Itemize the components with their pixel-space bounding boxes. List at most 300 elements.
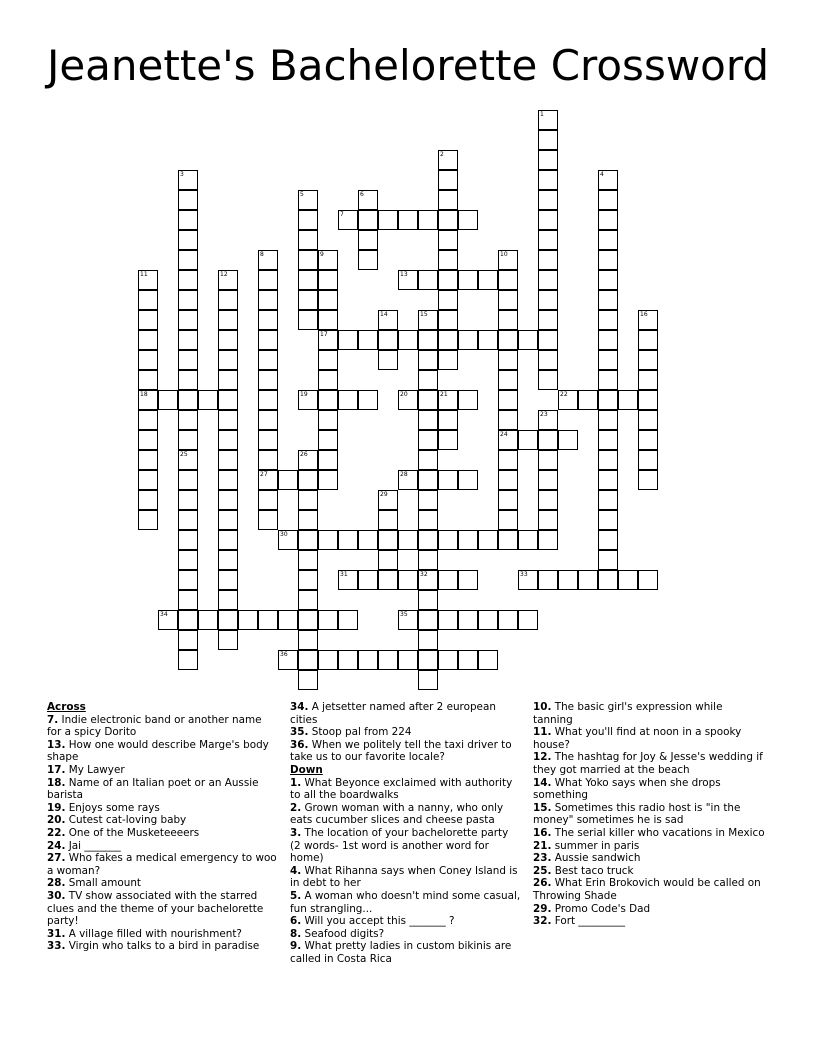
- grid-cell[interactable]: [218, 350, 238, 370]
- grid-cell[interactable]: [298, 510, 318, 530]
- grid-cell[interactable]: [478, 610, 498, 630]
- grid-cell[interactable]: [418, 270, 438, 290]
- grid-cell[interactable]: [338, 570, 358, 590]
- grid-cell[interactable]: [378, 530, 398, 550]
- grid-cell[interactable]: [398, 470, 418, 490]
- grid-cell[interactable]: [258, 370, 278, 390]
- grid-cell[interactable]: [398, 570, 418, 590]
- clue-item: [290, 726, 522, 739]
- grid-cell[interactable]: [258, 390, 278, 410]
- grid-cell[interactable]: [218, 450, 238, 470]
- grid-cell[interactable]: [318, 450, 338, 470]
- grid-cell[interactable]: [318, 330, 338, 350]
- grid-cell[interactable]: [598, 470, 618, 490]
- grid-cell[interactable]: [218, 290, 238, 310]
- grid-cell[interactable]: [418, 490, 438, 510]
- grid-cell[interactable]: [558, 390, 578, 410]
- grid-cell[interactable]: [418, 670, 438, 690]
- grid-cell[interactable]: [498, 530, 518, 550]
- grid-cell[interactable]: [438, 350, 458, 370]
- grid-cell[interactable]: [358, 190, 378, 210]
- grid-cell[interactable]: [638, 330, 658, 350]
- grid-cell[interactable]: [178, 390, 198, 410]
- grid-cell[interactable]: [498, 350, 518, 370]
- grid-cell[interactable]: [438, 150, 458, 170]
- clue-item-number: 24.: [47, 839, 66, 852]
- grid-cell[interactable]: [158, 390, 178, 410]
- grid-cell[interactable]: [298, 590, 318, 610]
- grid-cell[interactable]: [598, 190, 618, 210]
- grid-cell[interactable]: [358, 330, 378, 350]
- grid-cell[interactable]: [138, 310, 158, 330]
- grid-cell[interactable]: [218, 370, 238, 390]
- grid-cell[interactable]: [498, 270, 518, 290]
- grid-cell[interactable]: [318, 610, 338, 630]
- grid-cell[interactable]: [458, 270, 478, 290]
- grid-cell[interactable]: [438, 470, 458, 490]
- grid-cell[interactable]: [418, 350, 438, 370]
- grid-cell[interactable]: [178, 210, 198, 230]
- grid-cell[interactable]: [298, 230, 318, 250]
- grid-cell[interactable]: [458, 570, 478, 590]
- clue-item-number: 32.: [533, 915, 552, 928]
- clue-item: [290, 701, 522, 726]
- grid-cell[interactable]: [298, 470, 318, 490]
- grid-cell[interactable]: [538, 510, 558, 530]
- grid-cell[interactable]: [538, 290, 558, 310]
- grid-cell[interactable]: [418, 610, 438, 630]
- grid-cell[interactable]: [518, 530, 538, 550]
- grid-cell[interactable]: [538, 350, 558, 370]
- grid-cell[interactable]: [538, 370, 558, 390]
- grid-cell[interactable]: [458, 330, 478, 350]
- grid-cell[interactable]: [218, 590, 238, 610]
- grid-cell[interactable]: [598, 350, 618, 370]
- grid-cell[interactable]: [338, 210, 358, 230]
- grid-cell[interactable]: [178, 510, 198, 530]
- grid-cell[interactable]: [338, 610, 358, 630]
- grid-cell[interactable]: [178, 450, 198, 470]
- grid-cell[interactable]: [178, 250, 198, 270]
- grid-cell[interactable]: [438, 290, 458, 310]
- grid-cell[interactable]: [198, 390, 218, 410]
- grid-cell[interactable]: [138, 450, 158, 470]
- grid-cell[interactable]: [238, 610, 258, 630]
- grid-cell[interactable]: [518, 570, 538, 590]
- grid-cell[interactable]: [158, 610, 178, 630]
- grid-cell[interactable]: [418, 430, 438, 450]
- grid-cell[interactable]: [398, 330, 418, 350]
- grid-cell[interactable]: [138, 290, 158, 310]
- grid-cell[interactable]: [298, 670, 318, 690]
- grid-cell[interactable]: [178, 490, 198, 510]
- grid-cell[interactable]: [498, 450, 518, 470]
- grid-cell[interactable]: [438, 250, 458, 270]
- grid-cell[interactable]: [218, 270, 238, 290]
- grid-cell[interactable]: [298, 250, 318, 270]
- grid-cell[interactable]: [538, 150, 558, 170]
- grid-cell[interactable]: [178, 470, 198, 490]
- grid-cell[interactable]: [538, 110, 558, 130]
- clue-item-number: 22.: [47, 826, 66, 839]
- grid-cell[interactable]: [218, 490, 238, 510]
- grid-cell[interactable]: [258, 410, 278, 430]
- grid-cell[interactable]: [458, 210, 478, 230]
- grid-cell[interactable]: [398, 270, 418, 290]
- grid-cell[interactable]: [418, 550, 438, 570]
- grid-cell[interactable]: [138, 430, 158, 450]
- grid-cell[interactable]: [338, 650, 358, 670]
- grid-cell[interactable]: [338, 330, 358, 350]
- grid-cell[interactable]: [318, 470, 338, 490]
- grid-cell[interactable]: [598, 490, 618, 510]
- grid-cell[interactable]: [298, 610, 318, 630]
- grid-cell[interactable]: [538, 190, 558, 210]
- grid-cell[interactable]: [198, 610, 218, 630]
- grid-cell[interactable]: [378, 330, 398, 350]
- grid-cell[interactable]: [458, 610, 478, 630]
- grid-cell[interactable]: [258, 450, 278, 470]
- grid-cell[interactable]: [318, 530, 338, 550]
- clue-item-number: 10.: [533, 701, 552, 713]
- grid-cell[interactable]: [378, 570, 398, 590]
- grid-cell[interactable]: [178, 530, 198, 550]
- grid-cell[interactable]: [598, 230, 618, 250]
- grid-cell[interactable]: [378, 650, 398, 670]
- grid-cell[interactable]: [418, 630, 438, 650]
- grid-cell[interactable]: [538, 210, 558, 230]
- grid-cell[interactable]: [438, 330, 458, 350]
- grid-cell[interactable]: [618, 390, 638, 410]
- grid-cell[interactable]: [418, 650, 438, 670]
- grid-cell[interactable]: [538, 430, 558, 450]
- grid-cell[interactable]: [598, 270, 618, 290]
- clue-item-number: 11.: [533, 726, 552, 739]
- grid-cell[interactable]: [498, 610, 518, 630]
- grid-cell[interactable]: [418, 310, 438, 330]
- grid-cell[interactable]: [418, 390, 438, 410]
- grid-cell[interactable]: [298, 390, 318, 410]
- grid-cell[interactable]: [218, 310, 238, 330]
- grid-cell[interactable]: [338, 530, 358, 550]
- grid-cell[interactable]: [138, 270, 158, 290]
- grid-cell[interactable]: [258, 290, 278, 310]
- grid-cell[interactable]: [518, 430, 538, 450]
- grid-cell[interactable]: [218, 630, 238, 650]
- grid-cell[interactable]: [318, 370, 338, 390]
- grid-cell[interactable]: [438, 430, 458, 450]
- grid-cell[interactable]: [598, 170, 618, 190]
- grid-cell[interactable]: [338, 390, 358, 410]
- grid-cell[interactable]: [498, 470, 518, 490]
- grid-cell[interactable]: [558, 570, 578, 590]
- grid-cell[interactable]: [458, 650, 478, 670]
- grid-cell[interactable]: [498, 430, 518, 450]
- clue-item: [47, 890, 279, 928]
- grid-cell[interactable]: [178, 430, 198, 450]
- grid-cell[interactable]: [298, 210, 318, 230]
- grid-cell[interactable]: [498, 290, 518, 310]
- grid-cell[interactable]: [358, 530, 378, 550]
- grid-cell[interactable]: [218, 570, 238, 590]
- grid-cell[interactable]: [178, 190, 198, 210]
- grid-cell[interactable]: [258, 470, 278, 490]
- grid-cell[interactable]: [638, 470, 658, 490]
- grid-cell[interactable]: [298, 530, 318, 550]
- grid-cell[interactable]: [258, 250, 278, 270]
- grid-cell[interactable]: [438, 230, 458, 250]
- grid-cell[interactable]: [218, 610, 238, 630]
- grid-cell[interactable]: [638, 410, 658, 430]
- grid-cell[interactable]: [478, 330, 498, 350]
- grid-cell[interactable]: [178, 290, 198, 310]
- grid-cell[interactable]: [318, 250, 338, 270]
- grid-cell[interactable]: [298, 630, 318, 650]
- grid-cell[interactable]: [378, 510, 398, 530]
- grid-cell[interactable]: [298, 310, 318, 330]
- grid-cell[interactable]: [178, 590, 198, 610]
- grid-cell[interactable]: [498, 310, 518, 330]
- grid-cell[interactable]: [438, 390, 458, 410]
- grid-cell[interactable]: [538, 170, 558, 190]
- grid-cell[interactable]: [418, 370, 438, 390]
- grid-cell[interactable]: [138, 390, 158, 410]
- grid-cell[interactable]: [438, 270, 458, 290]
- grid-cell[interactable]: [358, 250, 378, 270]
- clue-number: 34: [160, 611, 168, 618]
- grid-cell[interactable]: [178, 170, 198, 190]
- grid-cell[interactable]: [438, 650, 458, 670]
- grid-cell[interactable]: [258, 430, 278, 450]
- grid-cell[interactable]: [578, 390, 598, 410]
- grid-cell[interactable]: [538, 450, 558, 470]
- grid-cell[interactable]: [418, 330, 438, 350]
- grid-cell[interactable]: [298, 290, 318, 310]
- grid-cell[interactable]: [258, 510, 278, 530]
- grid-cell[interactable]: [138, 470, 158, 490]
- grid-cell[interactable]: [598, 210, 618, 230]
- grid-cell[interactable]: [598, 430, 618, 450]
- grid-cell[interactable]: [218, 550, 238, 570]
- grid-cell[interactable]: [138, 350, 158, 370]
- grid-cell[interactable]: [278, 470, 298, 490]
- grid-cell[interactable]: [258, 330, 278, 350]
- grid-cell[interactable]: [438, 570, 458, 590]
- grid-cell[interactable]: [598, 450, 618, 470]
- grid-cell[interactable]: [438, 190, 458, 210]
- grid-cell[interactable]: [398, 390, 418, 410]
- grid-cell[interactable]: [518, 610, 538, 630]
- clue-item-number: 15.: [533, 801, 552, 814]
- grid-cell[interactable]: [638, 370, 658, 390]
- grid-cell[interactable]: [138, 330, 158, 350]
- grid-cell[interactable]: [258, 310, 278, 330]
- grid-cell[interactable]: [478, 270, 498, 290]
- grid-cell[interactable]: [438, 610, 458, 630]
- grid-cell[interactable]: [518, 330, 538, 350]
- grid-cell[interactable]: [538, 410, 558, 430]
- grid-cell[interactable]: [538, 230, 558, 250]
- grid-cell[interactable]: [178, 650, 198, 670]
- grid-cell[interactable]: [318, 310, 338, 330]
- grid-cell[interactable]: [138, 510, 158, 530]
- grid-cell[interactable]: [478, 650, 498, 670]
- grid-cell[interactable]: [318, 650, 338, 670]
- grid-cell[interactable]: [218, 330, 238, 350]
- grid-cell[interactable]: [538, 330, 558, 350]
- grid-cell[interactable]: [438, 170, 458, 190]
- grid-cell[interactable]: [498, 250, 518, 270]
- grid-cell[interactable]: [318, 270, 338, 290]
- grid-cell[interactable]: [278, 650, 298, 670]
- clue-item-text: A jetsetter named after 2 european cities: [290, 701, 496, 726]
- grid-cell[interactable]: [598, 570, 618, 590]
- grid-cell[interactable]: [178, 610, 198, 630]
- grid-cell[interactable]: [618, 570, 638, 590]
- grid-cell[interactable]: [538, 250, 558, 270]
- grid-cell[interactable]: [218, 410, 238, 430]
- grid-cell[interactable]: [538, 310, 558, 330]
- grid-cell[interactable]: [298, 550, 318, 570]
- grid-cell[interactable]: [258, 610, 278, 630]
- grid-cell[interactable]: [418, 450, 438, 470]
- grid-cell[interactable]: [298, 490, 318, 510]
- grid-cell[interactable]: [298, 650, 318, 670]
- clue-number: 35: [400, 611, 408, 618]
- grid-cell[interactable]: [178, 230, 198, 250]
- grid-cell[interactable]: [358, 570, 378, 590]
- grid-cell[interactable]: [598, 530, 618, 550]
- grid-cell[interactable]: [438, 310, 458, 330]
- grid-cell[interactable]: [638, 570, 658, 590]
- grid-cell[interactable]: [218, 530, 238, 550]
- grid-cell[interactable]: [398, 530, 418, 550]
- grid-cell[interactable]: [598, 290, 618, 310]
- grid-cell[interactable]: [318, 350, 338, 370]
- grid-cell[interactable]: [438, 530, 458, 550]
- grid-cell[interactable]: [218, 510, 238, 530]
- grid-cell[interactable]: [638, 350, 658, 370]
- grid-cell[interactable]: [398, 610, 418, 630]
- grid-cell[interactable]: [538, 270, 558, 290]
- grid-cell[interactable]: [498, 510, 518, 530]
- grid-cell[interactable]: [178, 270, 198, 290]
- grid-cell[interactable]: [258, 270, 278, 290]
- grid-cell[interactable]: [298, 450, 318, 470]
- grid-cell[interactable]: [378, 210, 398, 230]
- grid-cell[interactable]: [638, 310, 658, 330]
- grid-cell[interactable]: [378, 550, 398, 570]
- grid-cell[interactable]: [318, 410, 338, 430]
- grid-cell[interactable]: [498, 370, 518, 390]
- grid-cell[interactable]: [538, 130, 558, 150]
- grid-cell[interactable]: [138, 490, 158, 510]
- grid-cell[interactable]: [278, 530, 298, 550]
- grid-cell[interactable]: [398, 650, 418, 670]
- grid-cell[interactable]: [538, 490, 558, 510]
- grid-cell[interactable]: [638, 390, 658, 410]
- grid-cell[interactable]: [498, 410, 518, 430]
- grid-cell[interactable]: [598, 410, 618, 430]
- grid-cell[interactable]: [318, 290, 338, 310]
- grid-cell[interactable]: [138, 370, 158, 390]
- grid-cell[interactable]: [298, 270, 318, 290]
- grid-cell[interactable]: [378, 350, 398, 370]
- grid-cell[interactable]: [458, 530, 478, 550]
- grid-cell[interactable]: [578, 570, 598, 590]
- grid-cell[interactable]: [598, 390, 618, 410]
- grid-cell[interactable]: [218, 470, 238, 490]
- grid-cell[interactable]: [178, 330, 198, 350]
- grid-cell[interactable]: [498, 390, 518, 410]
- grid-cell[interactable]: [358, 650, 378, 670]
- grid-cell[interactable]: [418, 410, 438, 430]
- grid-cell[interactable]: [318, 390, 338, 410]
- grid-cell[interactable]: [298, 190, 318, 210]
- grid-cell[interactable]: [418, 590, 438, 610]
- grid-cell[interactable]: [418, 470, 438, 490]
- grid-cell[interactable]: [598, 310, 618, 330]
- grid-cell[interactable]: [178, 350, 198, 370]
- grid-cell[interactable]: [598, 250, 618, 270]
- grid-cell[interactable]: [378, 490, 398, 510]
- grid-cell[interactable]: [358, 210, 378, 230]
- grid-cell[interactable]: [438, 410, 458, 430]
- grid-cell[interactable]: [458, 470, 478, 490]
- grid-cell[interactable]: [418, 570, 438, 590]
- grid-cell[interactable]: [178, 570, 198, 590]
- clue-item-number: 29.: [533, 902, 552, 915]
- grid-cell[interactable]: [318, 430, 338, 450]
- grid-cell[interactable]: [398, 210, 418, 230]
- grid-cell[interactable]: [498, 490, 518, 510]
- grid-cell[interactable]: [538, 570, 558, 590]
- grid-cell[interactable]: [298, 570, 318, 590]
- grid-cell[interactable]: [218, 430, 238, 450]
- grid-cell[interactable]: [178, 630, 198, 650]
- grid-cell[interactable]: [458, 390, 478, 410]
- grid-cell[interactable]: [558, 430, 578, 450]
- grid-cell[interactable]: [638, 450, 658, 470]
- grid-cell[interactable]: [538, 470, 558, 490]
- grid-cell[interactable]: [598, 510, 618, 530]
- grid-cell[interactable]: [438, 210, 458, 230]
- grid-cell[interactable]: [178, 550, 198, 570]
- grid-cell[interactable]: [138, 410, 158, 430]
- grid-cell[interactable]: [418, 510, 438, 530]
- grid-cell[interactable]: [598, 330, 618, 350]
- grid-cell[interactable]: [258, 490, 278, 510]
- grid-cell[interactable]: [378, 310, 398, 330]
- grid-cell[interactable]: [178, 410, 198, 430]
- grid-cell[interactable]: [598, 370, 618, 390]
- clue-number: 12: [220, 271, 228, 278]
- grid-cell[interactable]: [218, 390, 238, 410]
- grid-cell[interactable]: [178, 310, 198, 330]
- grid-cell[interactable]: [418, 530, 438, 550]
- grid-cell[interactable]: [178, 370, 198, 390]
- grid-cell[interactable]: [598, 550, 618, 570]
- grid-cell[interactable]: [638, 430, 658, 450]
- grid-cell[interactable]: [258, 350, 278, 370]
- grid-cell[interactable]: [358, 390, 378, 410]
- grid-cell[interactable]: [278, 610, 298, 630]
- grid-cell[interactable]: [498, 330, 518, 350]
- grid-cell[interactable]: [418, 210, 438, 230]
- grid-cell[interactable]: [478, 530, 498, 550]
- grid-cell[interactable]: [538, 530, 558, 550]
- grid-cell[interactable]: [358, 230, 378, 250]
